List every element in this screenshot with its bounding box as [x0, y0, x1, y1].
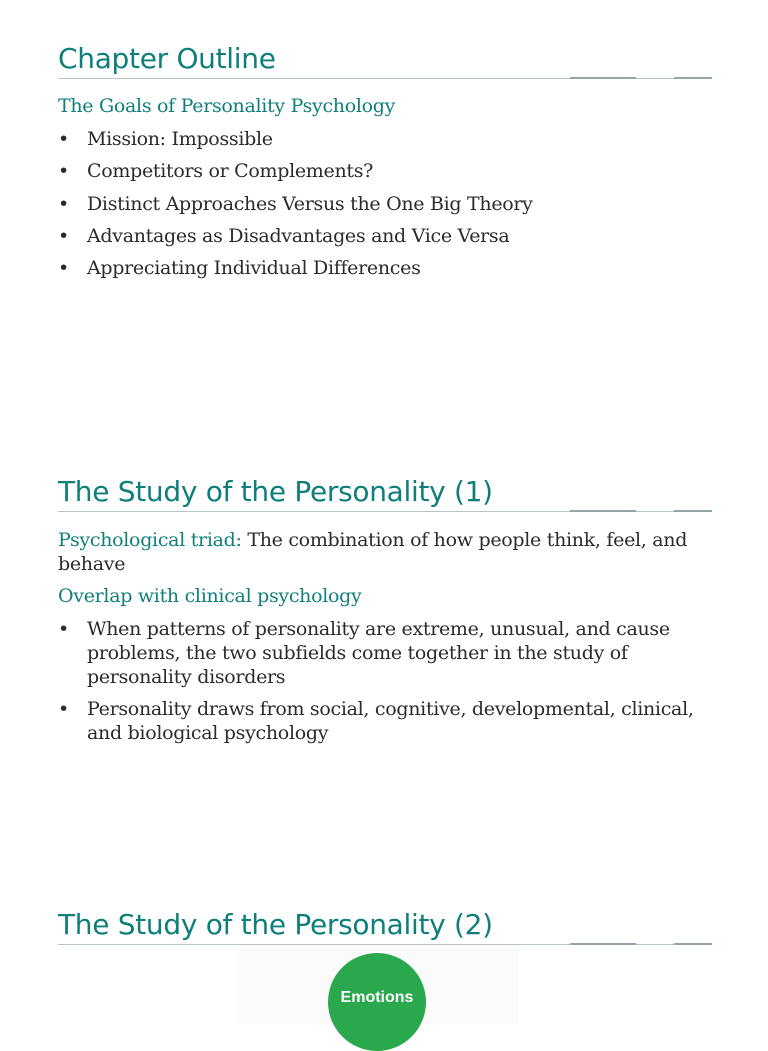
bullet-icon: •	[58, 128, 69, 150]
list-item: • Personality draws from social, cognitive, developmental, clinical, and biological psychology	[58, 698, 694, 744]
section-subheading: Overlap with clinical psychology	[58, 585, 362, 607]
list-item: • Mission: Impossible	[58, 128, 273, 150]
list-item: • Appreciating Individual Differences	[58, 257, 421, 279]
definition-text: The combination of how people think, feel, and behave	[58, 529, 688, 575]
title-rule-accent	[570, 943, 636, 945]
title-rule-accent	[674, 510, 712, 512]
bullet-icon: •	[58, 160, 69, 182]
bullet-icon: •	[58, 698, 69, 720]
title-rule-accent	[674, 77, 712, 79]
bullet-icon: •	[58, 193, 69, 215]
list-item: • When patterns of personality are extreme, unusual, and cause problems, the two subfields come together in the study of personality disorders	[58, 618, 670, 688]
list-item: • Advantages as Disadvantages and Vice Versa	[58, 225, 510, 247]
section-subheading: The Goals of Personality Psychology	[58, 95, 396, 117]
definition-paragraph	[58, 528, 698, 576]
title-rule-accent	[570, 77, 636, 79]
list-item: • Competitors or Complements?	[58, 160, 374, 182]
title-rule-accent	[674, 943, 712, 945]
slide-title: The Study of the Personality (2)	[58, 908, 493, 941]
bullet-icon: •	[58, 618, 69, 640]
emotions-node	[328, 953, 426, 1051]
title-rule-accent	[570, 510, 636, 512]
bullet-icon: •	[58, 225, 69, 247]
list-item: • Distinct Approaches Versus the One Big Theory	[58, 193, 533, 215]
definition-term: Psychological triad:	[58, 529, 242, 551]
bullet-icon: •	[58, 257, 69, 279]
slide-title: Chapter Outline	[58, 42, 276, 75]
emotions-node-label: Emotions	[340, 989, 414, 1006]
slide-title: The Study of the Personality (1)	[58, 475, 493, 508]
